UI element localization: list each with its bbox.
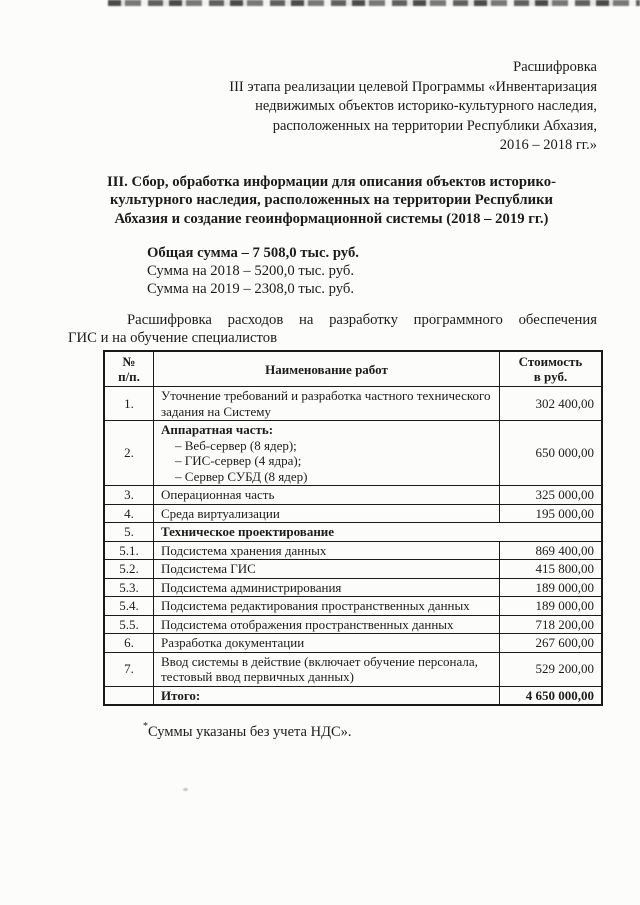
table-row — [104, 523, 602, 542]
work-name-cell: Техническое проектирование — [154, 523, 603, 542]
col-header-name: Наименование работ — [154, 351, 500, 387]
work-name-cell: Итого: — [154, 686, 500, 705]
table-row — [104, 504, 602, 523]
header-line: Расшифровка — [513, 59, 597, 75]
cost-table-header — [104, 351, 602, 387]
section-heading-line: Абхазия и создание геоинформационной системы (2018 – 2019 гг.) — [114, 210, 549, 227]
work-sub-item: – Веб-сервер (8 ядер); — [175, 437, 297, 453]
table-row — [104, 486, 602, 505]
cost-cell: 718 200,00 — [500, 615, 603, 634]
work-name-cell: Подсистема хранения данных — [154, 541, 500, 560]
scan-artifact-top — [108, 0, 640, 6]
cost-cell: 869 400,00 — [500, 541, 603, 560]
section-heading-line: III. Сбор, обработка информации для описания объектов историко- — [106, 173, 557, 190]
work-sub-item: – Сервер СУБД (8 ядер) — [175, 468, 308, 484]
table-row — [104, 615, 602, 634]
work-name-cell: Разработка документации — [154, 634, 500, 653]
work-name-cell: Среда виртуализации — [154, 504, 500, 523]
cost-cell: 529 200,00 — [500, 652, 603, 686]
work-name-cell: Уточнение требований и разработка частного технического задания на Систему — [154, 387, 500, 421]
row-number-cell: 7. — [104, 652, 154, 686]
row-number-cell: 5. — [104, 523, 154, 542]
row-number-cell: 5.5. — [104, 615, 154, 634]
cost-cell: 189 000,00 — [500, 578, 603, 597]
work-name-cell: Подсистема редактирования пространственных данных — [154, 597, 500, 616]
footnote-text: Суммы указаны без учета НДС». — [148, 723, 352, 740]
sum-total: Общая сумма – 7 508,0 тыс. руб. — [147, 245, 359, 261]
row-number-cell: 5.4. — [104, 597, 154, 616]
col-header-cost: Стоимость в руб. — [500, 351, 603, 387]
table-row — [104, 421, 602, 486]
header-line: 2016 – 2018 гг.» — [499, 137, 597, 153]
scan-speckle — [183, 788, 188, 791]
cost-table-body — [104, 387, 602, 706]
cost-cell: 189 000,00 — [500, 597, 603, 616]
table-intro-paragraph — [68, 312, 597, 347]
row-number-cell: 5.1. — [104, 541, 154, 560]
table-row — [104, 387, 602, 421]
row-number-cell: 5.2. — [104, 560, 154, 579]
section-heading-line: культурного наследия, расположенных на территории Республики — [109, 192, 553, 208]
table-row — [104, 597, 602, 616]
table-intro-line: ГИС и на обучение специалистов — [68, 329, 278, 346]
table-row — [104, 686, 602, 705]
footnote — [143, 722, 597, 741]
header-line: расположенных на территории Республики Абхазия, — [272, 117, 597, 134]
work-name-cell: Подсистема отображения пространственных данных — [154, 615, 500, 634]
table-row — [104, 652, 602, 686]
table-intro-line: Расшифровка расходов на разработку программного обеспечения — [127, 312, 597, 328]
sum-2018: Сумма на 2018 – 5200,0 тыс. руб. — [147, 263, 355, 279]
col-header-num: № п/п. — [104, 351, 154, 387]
cost-cell: 195 000,00 — [500, 504, 603, 523]
header-row — [104, 351, 602, 387]
row-number-cell: 4. — [104, 504, 154, 523]
section-heading — [68, 173, 595, 229]
row-number-cell: 2. — [104, 421, 154, 486]
table-row — [104, 634, 602, 653]
row-number-cell: 3. — [104, 486, 154, 505]
header-line: недвижимых объектов историко-культурного наследия, — [255, 98, 597, 114]
cost-cell: 302 400,00 — [500, 387, 603, 421]
cost-cell: 267 600,00 — [500, 634, 603, 653]
document-header-block — [68, 58, 597, 156]
row-number-cell — [104, 686, 154, 705]
work-name-cell: Подсистема администрирования — [154, 578, 500, 597]
row-number-cell: 5.3. — [104, 578, 154, 597]
table-row — [104, 560, 602, 579]
sum-2019: Сумма на 2019 – 2308,0 тыс. руб. — [147, 281, 355, 297]
cost-table — [103, 350, 603, 706]
cost-cell: 325 000,00 — [500, 486, 603, 505]
cost-cell: 415 800,00 — [500, 560, 603, 579]
header-line: III этапа реализации целевой Программы «Инвентаризация — [229, 78, 597, 95]
cost-cell: 650 000,00 — [500, 421, 603, 486]
row-number-cell: 1. — [104, 387, 154, 421]
work-name-cell: Подсистема ГИС — [154, 560, 500, 579]
table-row — [104, 578, 602, 597]
work-name-cell: Аппаратная часть: – Веб-сервер (8 ядер); – ГИС-сервер (4 ядра); – Сервер СУБД (8 ядер) — [154, 421, 500, 486]
footnote-marker: * — [143, 721, 148, 732]
work-sub-item: – ГИС-сервер (4 ядра); — [175, 453, 302, 468]
row-number-cell: 6. — [104, 634, 154, 653]
table-row — [104, 541, 602, 560]
work-name-cell: Операционная часть — [154, 486, 500, 505]
work-name-cell: Ввод системы в действие (включает обучение персонала, тестовый ввод первичных данных) — [154, 652, 500, 686]
cost-cell: 4 650 000,00 — [500, 686, 603, 705]
sum-block — [147, 244, 640, 298]
